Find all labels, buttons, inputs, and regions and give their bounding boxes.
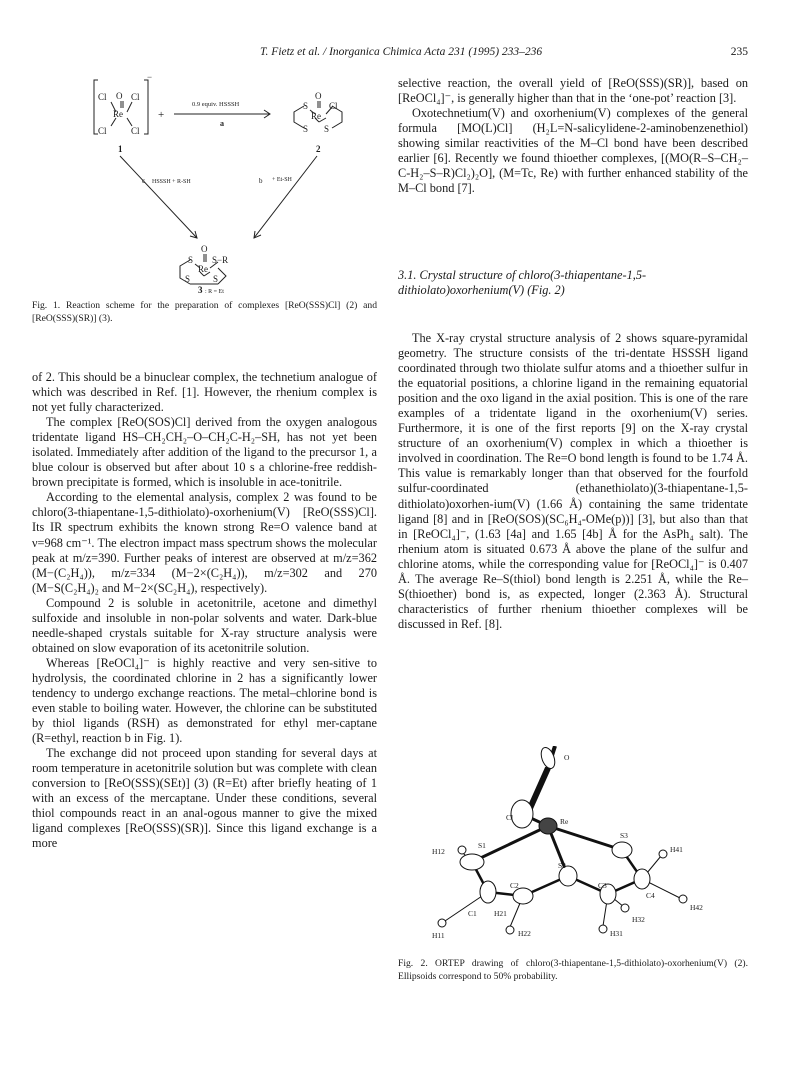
scheme-minus: − xyxy=(147,72,153,82)
scheme-1-cl-b: Cl xyxy=(131,92,140,102)
ortep-drawing xyxy=(398,746,748,950)
scheme-plus: + xyxy=(158,109,165,121)
ortep-label-c3: C3 xyxy=(598,881,607,890)
ortep-label-h41: H41 xyxy=(670,845,683,854)
ortep-label-s3: S3 xyxy=(620,831,628,840)
ortep-label-h42: H42 xyxy=(690,903,703,912)
left-paragraph: According to the elemental analysis, complex 2 was found to be chloro(3-thiapentane-1,5-dithiolato)-oxorhenium(V) [ReO(SSS)Cl]. Its IR spectrum exhibits the known strong Re=O valence band at ν=968 cm⁻¹. The electron impact mass spectrum shows the molecular peak at m/z=390. Further peaks of interest are observed at m/z=362 (M−(C₂H₄)), m/z=334 (M−2×(C₂H₄)), m/z=302 and 270 (M−S(C₂H₄)₂ and M−2×(SC₂H₄), respectively). xyxy=(32,490,377,595)
scheme-reagent-b: + Et-SH xyxy=(272,177,292,183)
scheme-2-s-c: S xyxy=(324,124,330,134)
scheme-compound-1: 1 xyxy=(118,144,123,154)
scheme-2-oxygen: O xyxy=(315,91,322,101)
scheme-1-cl-d: Cl xyxy=(131,126,140,136)
scheme-2-s-b: S xyxy=(303,124,309,134)
ortep-label-c4: C4 xyxy=(646,891,655,900)
left-column xyxy=(32,370,377,852)
ortep-label-h22: H22 xyxy=(518,929,531,938)
right-paragraph: Oxotechnetium(V) and oxorhenium(V) complexes of the general formula [MO(L)Cl] (H₂L=N-salicylidene-2-aminobenzenethiol) showing similar reactivities of the M–Cl bond have been described earlier [6]. Recently we found thioether complexes, [(MO(R–S–CH₂–C-H₂–S–R)Cl₂)₂O], (M=Tc, Re) with further enhanced stability of the M–Cl bond [7]. xyxy=(398,106,748,196)
page-number: 235 xyxy=(730,46,748,58)
right-column-top xyxy=(398,76,748,196)
scheme-compound-3-note: : R = Et xyxy=(205,289,224,295)
scheme-compound-2: 2 xyxy=(316,144,321,154)
ortep-label-o: O xyxy=(564,753,570,762)
scheme-3-oxygen: O xyxy=(201,244,208,254)
ortep-label-h32: H32 xyxy=(632,915,645,924)
ortep-label-s2: S2 xyxy=(558,861,566,870)
scheme-1-rhenium: Re xyxy=(113,109,123,119)
right-paragraph: selective reaction, the overall yield of [ReO(SSS)(SR)], based on [ReOCl₄]⁻, is generally higher than that in the ‘one-pot’ reaction [3]. xyxy=(398,76,748,106)
ortep-label-c1: C1 xyxy=(468,909,477,918)
scheme-1-cl-c: Cl xyxy=(98,126,107,136)
ortep-label-h12: H12 xyxy=(432,847,445,856)
ortep-label-h11: H11 xyxy=(432,931,445,940)
scheme-label-a: a xyxy=(220,119,224,128)
scheme-3-s-b: S xyxy=(185,274,191,284)
scheme-reagent-a: 0.9 equiv. HSSSH xyxy=(192,101,240,108)
right-paragraph: The X-ray crystal structure analysis of 2 shows square-pyramidal geometry. The structure consists of the tri-dentate HSSSH ligand coordinated through two thiolate sulfur atoms and a thioether sulfur in the equatorial positions, a chlorine ligand in the remaining equatorial position and the oxo ligand in the axial position. This is one of the rare examples of a tridentate ligand in the oxorhenium(V) series. Furthermore, it is one of the first reports [9] on the X-ray crystal structure of an oxorhenium(V) complex in which a thioether is involved in coordination. The Re=O bond length is found to be 1.74 Å. This value is remarkably longer than that observed for the fourfold sulfur-coordinated (ethanethiolato)(3-thiapentane-1,5-dithiolato)oxorhen-ium(V) (1.66 Å) containing the same tridentate ligand [8] and in [ReO(SOS)(SC₆H₄-OMe(p))] [3], but also than that in [ReOCl₄]⁻, (1.63 [4a] and 1.65 [4b] Å for the AsPh₄ salt). The rhenium atom is situated 0.673 Å above the plane of the sulfur and chlorine atoms, while the corresponding value for [ReOCl₄]⁻ is 0.407 Å. The average Re–S(thiol) bond length is 2.251 Å, while the Re–S(thioether) bond is, as expected, longer (2.363 Å). Structural characteristics of further rhenium thioether complexes will be discussed in Ref. [8]. xyxy=(398,331,748,631)
scheme-reagent-c: HSSSH + R-SH xyxy=(152,179,191,185)
left-paragraph: Whereas [ReOCl₄]⁻ is highly reactive and very sen-sitive to hydrolysis, the coordinated chlorine in 2 has a significantly lower tendency to undergo exchange reactions. The metal–chlorine bond is even stable to boiling water. However, the chlorine can be substituted by thiol ligands (RSH) as demonstrated for ethyl mer-captane (R=ethyl, reaction b in Fig. 1). xyxy=(32,655,377,746)
ortep-label-cl: Cl xyxy=(506,813,514,822)
scheme-2-cl: Cl xyxy=(329,101,338,111)
scheme-2-s-a: S xyxy=(303,101,309,111)
scheme-3-s-a: S xyxy=(188,255,194,265)
ortep-label-c2: C2 xyxy=(510,881,519,890)
ortep-label-re: Re xyxy=(560,817,569,826)
left-paragraph: Compound 2 is soluble in acetonitrile, acetone and dimethyl sulfoxide and insoluble in non-polar solvents and water. Dark-blue needle-shaped crystals suitable for X-ray structure analysis were obtained on slow evaporation of its acetonitrile solution. xyxy=(32,595,377,655)
scheme-1-cl-a: Cl xyxy=(98,92,107,102)
right-column-body xyxy=(398,331,748,632)
left-paragraph: The exchange did not proceed upon standing for several days at room temperature in acetonitrile solution but was complete with clean conversion to [ReO(SSS)(SEt)] (3) (R=Et) after briefly heating of 1 with an excess of the mercaptane. Under these conditions, several thiol compounds react in an anal-ogous manner to give the mixed ligand complexes [ReO(SSS)(SR)]. Since this ligand exchange is a more xyxy=(32,746,377,851)
scheme-compound-3: 3 xyxy=(198,285,203,295)
reaction-scheme xyxy=(32,68,377,300)
section-heading: 3.1. Crystal structure of chloro(3-thiapentane-1,5-dithiolato)oxorhenium(V) (Fig. 2) xyxy=(398,268,647,297)
fig1-caption: Fig. 1. Reaction scheme for the preparation of complexes [ReO(SSS)Cl] (2) and [ReO(SSS)(SR)] (3). xyxy=(32,300,377,324)
left-paragraph: The complex [ReO(SOS)Cl] derived from the oxygen analogous tridentate ligand HS–CH₂CH₂–O–CH₂C-H₂–SH, has not yet been isolated. Immediately after addition of the ligand to the precursor 1, a blue colour is observed but after about 10 s a chlorine-free reddish-brown precipitate is formed, which is insoluble in ace-tonitrile. xyxy=(32,415,377,490)
scheme-1-oxygen: O xyxy=(116,91,123,101)
scheme-3-rhenium: Re xyxy=(198,264,208,274)
fig2-caption: Fig. 2. ORTEP drawing of chloro(3-thiapentane-1,5-dithiolato)-oxorhenium(V) (2). Ellipsoids correspond to 50% probability. xyxy=(398,958,748,982)
scheme-3-s-c: S xyxy=(213,274,219,284)
scheme-label-c: c xyxy=(142,177,146,185)
page-header xyxy=(40,46,748,64)
scheme-2-rhenium: Re xyxy=(311,111,321,121)
scheme-3-sr: S−R xyxy=(212,255,229,265)
ortep-label-s1: S1 xyxy=(478,841,486,850)
ortep-label-h21: H21 xyxy=(494,909,507,918)
left-paragraph: of 2. This should be a binuclear complex, the technetium analogue of which was described in Ref. [1]. However, the rhenium complex is not yet fully characterized. xyxy=(32,370,377,415)
ortep-label-h31: H31 xyxy=(610,929,623,938)
scheme-label-b: b xyxy=(259,177,263,185)
running-head: T. Fietz et al. / Inorganica Chimica Acta 231 (1995) 233–236 xyxy=(260,46,543,58)
